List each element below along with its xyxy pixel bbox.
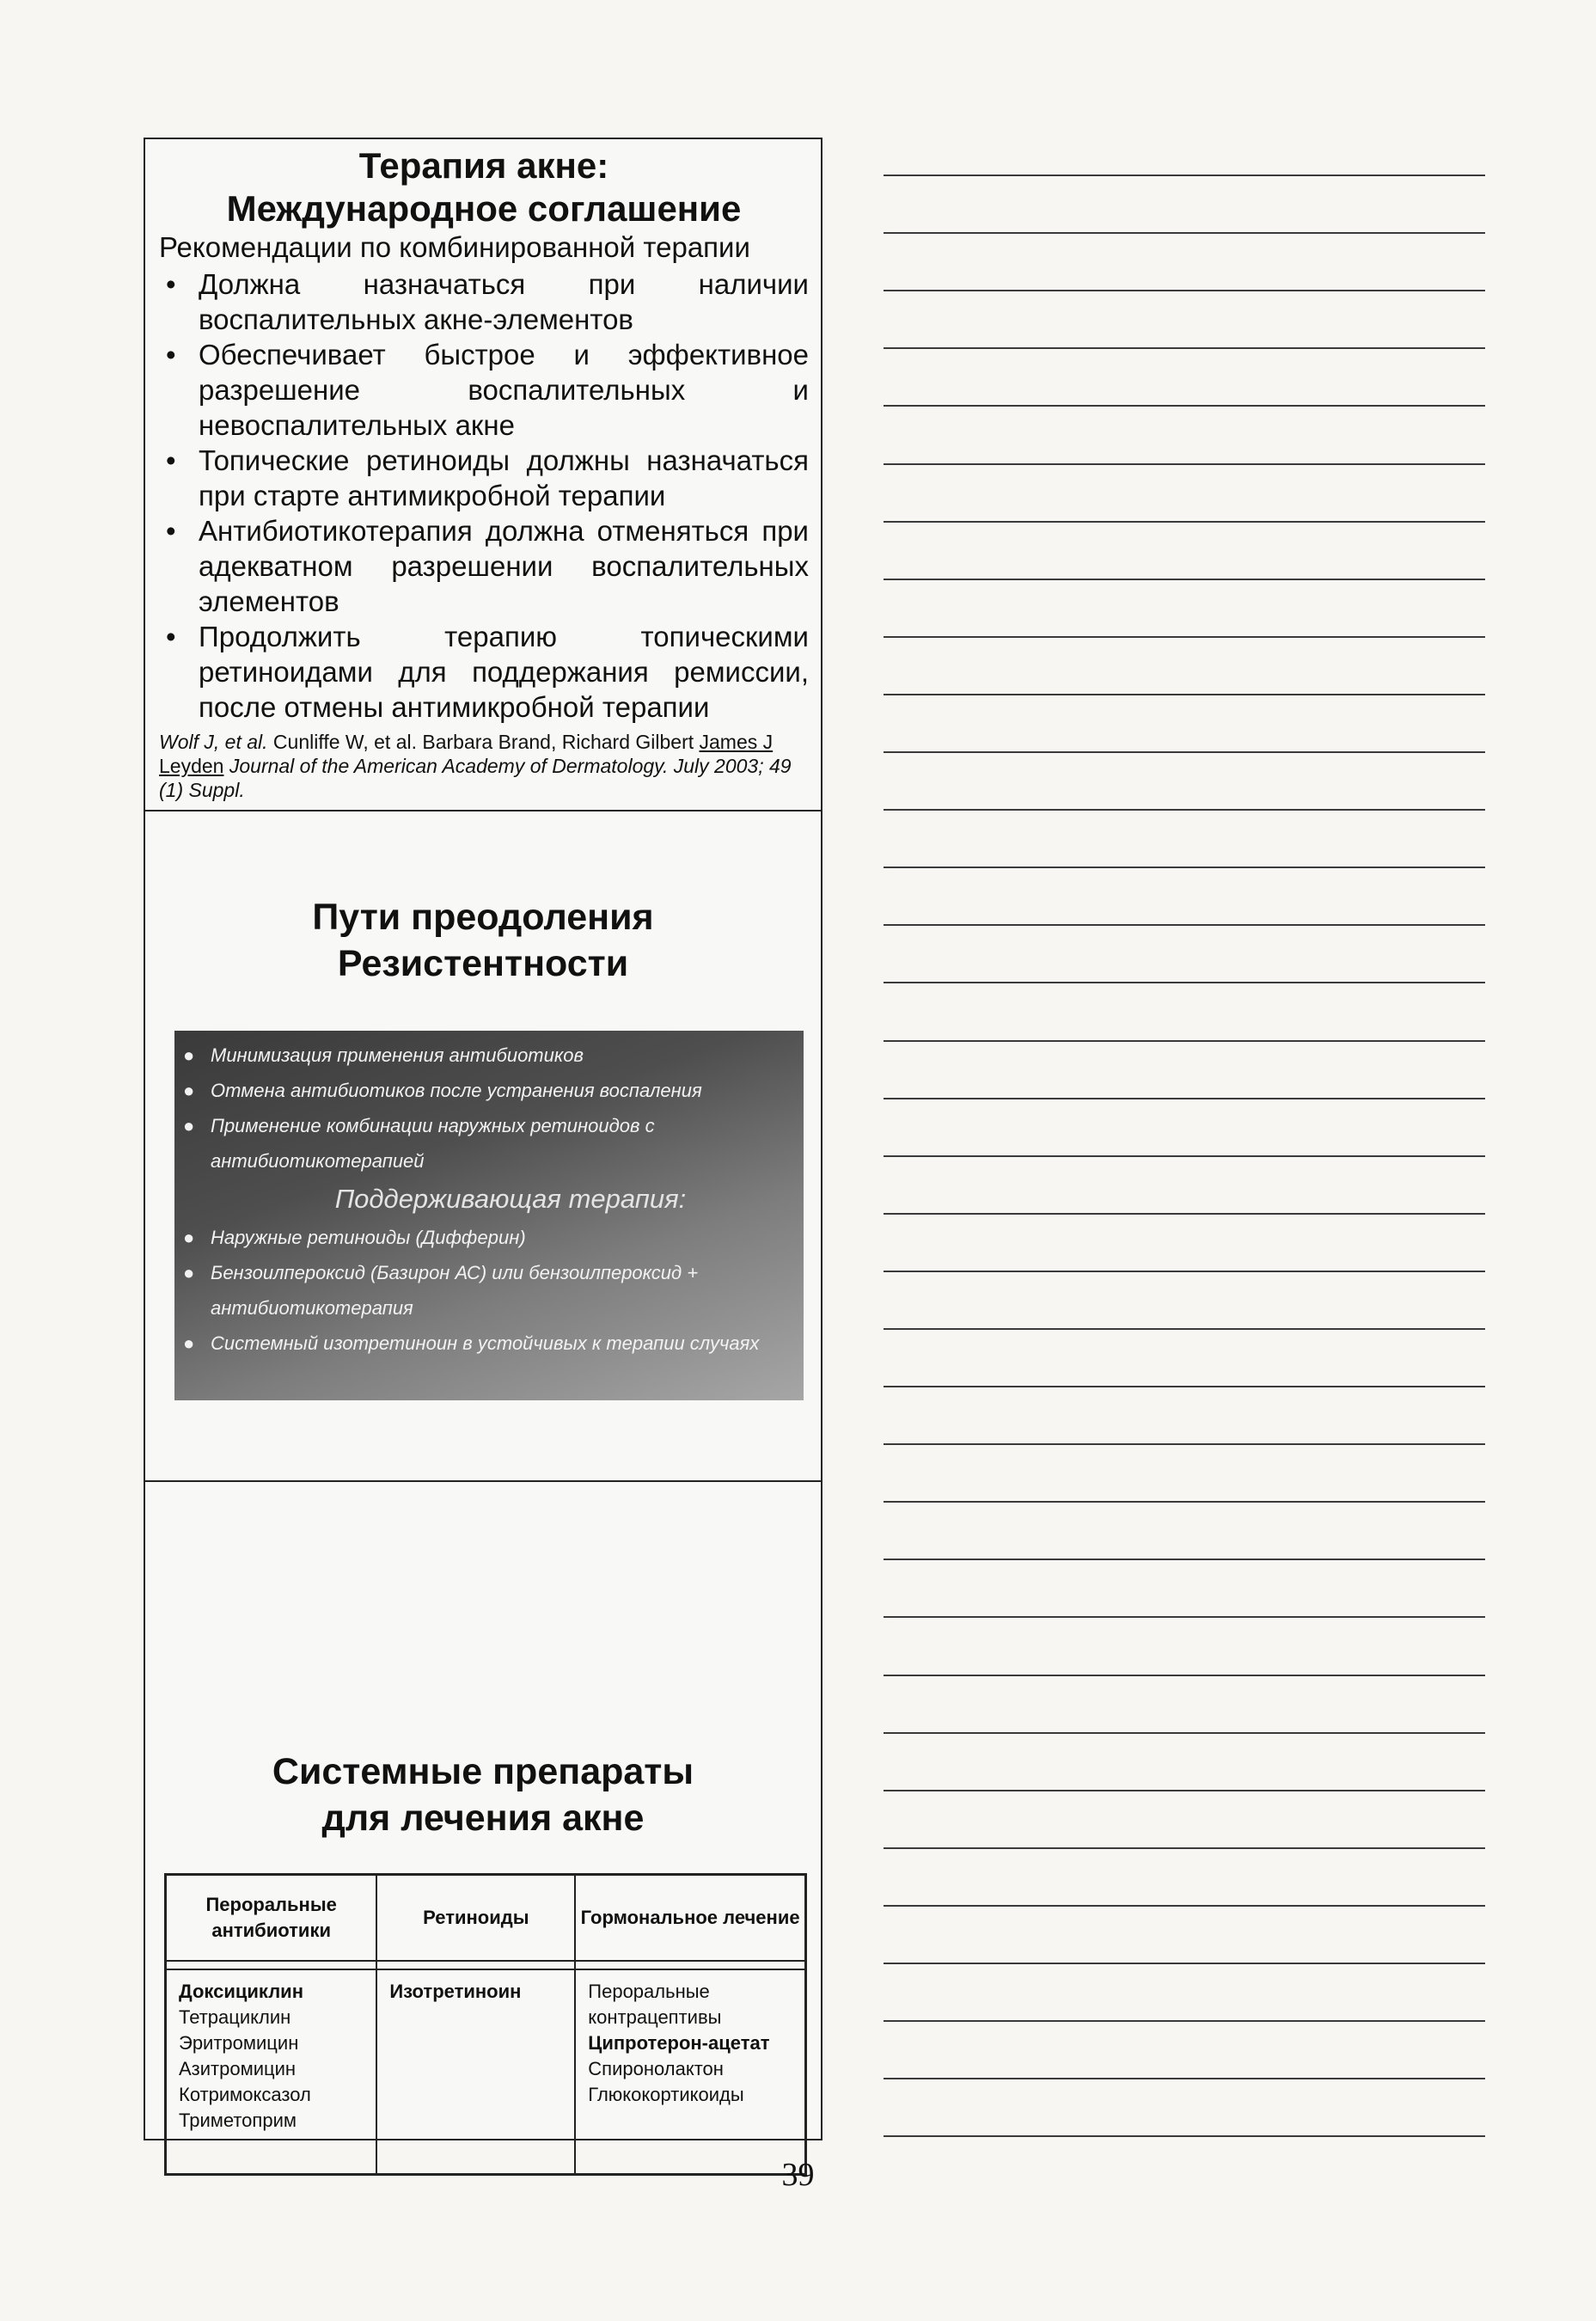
slide3-title <box>145 1748 821 1841</box>
note-line <box>884 2135 1485 2137</box>
note-line <box>884 1905 1485 1907</box>
slide-overcoming-resistance <box>145 811 821 1482</box>
note-line <box>884 1559 1485 1560</box>
drug-name: Пероральные контрацептивы <box>588 1981 722 2028</box>
bullet-icon: ● <box>183 1332 195 1354</box>
list-item <box>159 337 809 443</box>
note-line <box>884 751 1485 753</box>
note-line <box>884 1040 1485 1042</box>
bullet-text: Антибиотикотерапия должна отменяться при адекватном разрешении воспалительных элементов <box>199 515 809 617</box>
citation <box>159 730 809 802</box>
list-item <box>159 513 809 619</box>
slide1-bullet-list <box>159 266 809 725</box>
item-text: Наружные ретиноиды (Дифферин) <box>211 1227 526 1248</box>
note-line <box>884 290 1485 291</box>
note-line <box>884 347 1485 349</box>
slide-systemic-drugs <box>145 1482 821 2140</box>
item-text: Бензоилпероксид (Базирон АС) или бензоилпероксид + антибиотикотерапия <box>211 1262 699 1319</box>
slide2-dark-panel <box>174 1031 804 1400</box>
drug-name: Тетрациклин <box>179 2006 291 2028</box>
note-line <box>884 924 1485 926</box>
note-line <box>884 1155 1485 1157</box>
list-item <box>159 443 809 513</box>
note-line <box>884 1616 1485 1618</box>
header-oral-antibiotics: Пероральные антибиотики <box>166 1875 377 1962</box>
slide-acne-therapy-consensus <box>145 139 821 811</box>
bullet-icon: • <box>166 621 176 652</box>
drug-name: Триметоприм <box>179 2110 297 2131</box>
note-line <box>884 521 1485 523</box>
list-item <box>159 619 809 725</box>
note-line <box>884 175 1485 176</box>
bullet-icon: ● <box>183 1262 195 1283</box>
citation-authors-more: Cunliffe W, et al. Barbara Brand, Richard Gilbert <box>267 731 700 753</box>
citation-journal: Journal of the American Academy of Dermatology. July 2003; 49 (1) Suppl. <box>159 755 792 801</box>
note-line <box>884 1386 1485 1387</box>
note-line <box>884 982 1485 983</box>
note-line <box>884 405 1485 407</box>
slide2-title-line1: Пути преодоления <box>312 897 654 938</box>
list-item <box>183 1220 786 1255</box>
note-line <box>884 694 1485 695</box>
list-item <box>183 1073 786 1108</box>
note-line <box>884 1271 1485 1272</box>
slide2-title <box>145 894 821 987</box>
header-hormonal: Гормональное лечение <box>575 1875 805 1962</box>
bullet-icon: • <box>166 268 176 300</box>
slide3-title-line1: Системные препараты <box>272 1751 694 1792</box>
note-line <box>884 1501 1485 1503</box>
slides-column <box>144 138 822 2140</box>
list-item <box>183 1038 786 1073</box>
bullet-icon: ● <box>183 1227 195 1248</box>
page-number: 39 <box>781 2157 815 2193</box>
note-line <box>884 579 1485 580</box>
note-line <box>884 1098 1485 1099</box>
bullet-text: Топические ретиноиды должны назначаться при старте антимикробной терапии <box>199 444 809 511</box>
note-line <box>884 1213 1485 1215</box>
bullet-text: Должна назначаться при наличии воспалительных акне-элементов <box>199 268 809 335</box>
note-line <box>884 1732 1485 1734</box>
list-item <box>159 266 809 337</box>
bullet-icon: ● <box>183 1115 195 1136</box>
table-spacer-row <box>166 1961 806 1969</box>
drug-name: Спиронолактон <box>588 2058 724 2079</box>
item-text: Минимизация применения антибиотиков <box>211 1044 584 1066</box>
bullet-icon: ● <box>183 1044 195 1066</box>
drug-name: Эритромицин <box>179 2032 299 2054</box>
slide1-title-line1: Терапия акне: <box>358 145 609 186</box>
note-line <box>884 867 1485 868</box>
note-line <box>884 1328 1485 1330</box>
note-line <box>884 1675 1485 1676</box>
note-line <box>884 463 1485 465</box>
bullet-icon: • <box>166 515 176 547</box>
drugs-table <box>164 1873 807 2176</box>
drug-name: Котримоксазол <box>179 2084 311 2105</box>
slide2-subheading: Поддерживающая терапия: <box>334 1184 687 1214</box>
table-header-row <box>166 1875 806 1962</box>
note-line <box>884 2020 1485 2022</box>
item-text: Отмена антибиотиков после устранения воспаления <box>211 1080 702 1101</box>
table-row <box>166 1969 806 2175</box>
slide2-title-line2: Резистентности <box>337 943 629 984</box>
note-line <box>884 1790 1485 1791</box>
note-line <box>884 2078 1485 2079</box>
list-item <box>183 1108 786 1179</box>
drug-name: Доксициклин <box>179 1981 303 2002</box>
slide1-subtitle: Рекомендации по комбинированной терапии <box>159 231 750 263</box>
bullet-icon: • <box>166 444 176 476</box>
drug-name: Азитромицин <box>179 2058 297 2079</box>
slide1-title-line2: Международное соглашение <box>226 188 742 229</box>
note-line <box>884 1443 1485 1445</box>
bullet-icon: • <box>166 339 176 371</box>
list-item <box>183 1326 786 1361</box>
list-item <box>183 1255 786 1326</box>
item-text: Системный изотретиноин в устойчивых к терапии случаях <box>211 1332 760 1354</box>
note-line <box>884 1847 1485 1849</box>
note-line <box>884 636 1485 638</box>
slide3-title-line2: для лечения акне <box>321 1797 645 1839</box>
header-retinoids: Ретиноиды <box>376 1875 575 1962</box>
item-text: Применение комбинации наружных ретиноидов с антибиотикотерапией <box>211 1115 655 1172</box>
citation-authors: Wolf J, et al. <box>159 731 268 753</box>
cell-hormonal <box>575 1969 805 2175</box>
note-line <box>884 232 1485 234</box>
cell-retinoids <box>376 1969 575 2175</box>
bullet-text: Продолжить терапию топическими ретиноидами для поддержания ремиссии, после отмены антимикробной терапии <box>199 621 809 723</box>
note-line <box>884 1963 1485 1964</box>
drug-name: Глюкокортикоиды <box>588 2084 744 2105</box>
drug-name: Ципротерон-ацетат <box>588 2032 770 2054</box>
note-line <box>884 809 1485 811</box>
cell-oral-antibiotics <box>166 1969 377 2175</box>
bullet-icon: ● <box>183 1080 195 1101</box>
bullet-text: Обеспечивает быстрое и эффективное разрешение воспалительных и невоспалительных акне <box>199 339 809 441</box>
citation-author-link: James J Leyden <box>159 731 774 777</box>
drug-name: Изотретиноин <box>389 1981 522 2002</box>
